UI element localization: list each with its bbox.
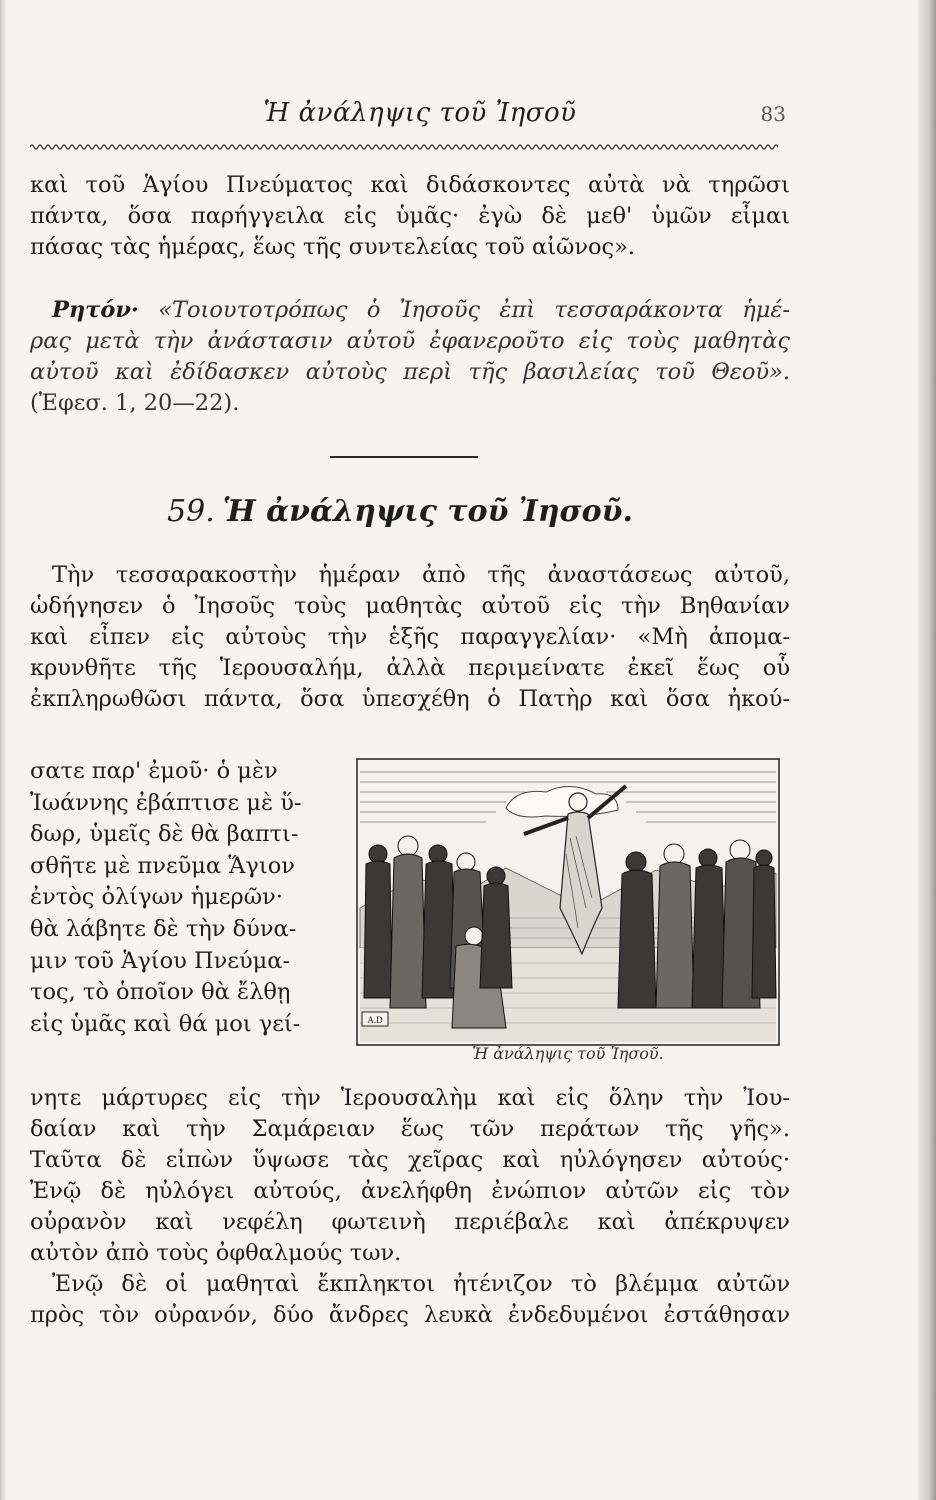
continued-paragraph	[30, 170, 790, 263]
ascension-illustration	[356, 758, 780, 1050]
engraver-monogram: A.D	[367, 1015, 383, 1025]
text-line: Τὴν τεσσαρακοστὴν ἡμέραν ἀπὸ τῆς ἀναστάσεως αὐτοῦ,	[52, 562, 790, 588]
text-line: θὰ λάβητε δὲ τὴν δύνα-	[30, 915, 297, 942]
text-line: τος, τὸ ὁποῖον θὰ ἔλθῃ	[30, 979, 291, 1006]
text-line: καὶ τοῦ Ἁγίου Πνεύματος καὶ διδάσκοντες αὐτὰ νὰ τηρῶσι	[30, 172, 790, 198]
text-line: ἐντὸς ὀλίγων ἡμερῶν·	[30, 884, 283, 911]
text-line: μιν τοῦ Ἁγίου Πνεύμα-	[30, 947, 291, 974]
text-line: δωρ, ὑμεῖς δὲ θὰ βαπτι-	[30, 821, 299, 848]
rhton-block	[30, 295, 790, 419]
text-line: Ἰωάννης ἐβάπτισε μὲ ὕ-	[30, 789, 302, 816]
text-line: ρας μετὰ τὴν ἀνάστασιν αὐτοῦ ἐφανεροῦτο εἰς τοὺς μαθητὰς	[30, 328, 790, 354]
text-line: πάντα, ὅσα παρήγγειλα εἰς ὑμᾶς· ἐγὼ δὲ μεθ' ὑμῶν εἶμαι	[30, 203, 790, 229]
text-line	[30, 295, 790, 326]
text-line: αὐτοῦ καὶ ἐδίδασκεν αὐτοὺς περὶ τῆς βασιλείας τοῦ Θεοῦ».	[30, 359, 790, 385]
text-line: ἐκπληρωθῶσι πάντα, ὅσα ὑπεσχέθη ὁ Πατὴρ καὶ ὅσα ἠκού-	[30, 686, 790, 712]
text-line: κρυνθῆτε τῆς Ἱερουσαλήμ, ἀλλὰ περιμείνατε ἐκεῖ ἕως οὗ	[30, 655, 790, 681]
text-line: ὡδήγησεν ὁ Ἰησοῦς τοὺς μαθητὰς αὐτοῦ εἰς τὴν Βηθανίαν	[30, 593, 790, 619]
section-number: 59.	[167, 494, 215, 529]
wavy-rule	[30, 142, 778, 152]
wrapped-text-column	[30, 756, 348, 1040]
main-paragraph	[30, 560, 790, 715]
running-title: Ἡ ἀνάληψις τοῦ Ἰησοῦ	[263, 98, 577, 128]
rhton-citation: (Ἐφεσ. 1, 20—22).	[30, 390, 240, 416]
section-separator	[330, 456, 478, 458]
text-line: καὶ εἶπεν εἰς αὐτοὺς τὴν ἑξῆς παραγγελίαν· «Μὴ ἀπομα-	[30, 624, 790, 650]
text-line: Ταῦτα δὲ εἰπὼν ὕψωσε τὰς χεῖρας καὶ ηὐλόγησεν αὐτούς·	[30, 1147, 790, 1173]
text-line: αὐτὸν ἀπὸ τοὺς ὀφθαλμούς των.	[30, 1240, 402, 1266]
section-title: Ἡ ἀνάληψις τοῦ Ἰησοῦ.	[222, 494, 633, 529]
running-head	[30, 98, 810, 138]
text-line: δαίαν καὶ τὴν Σαμάρειαν ἕως τῶν περάτων τῆς γῆς».	[30, 1116, 790, 1142]
page-left-edge	[0, 0, 6, 1500]
continued-paragraph-2	[30, 1083, 790, 1331]
page-number: 83	[760, 102, 786, 126]
text-line: εἰς ὑμᾶς καὶ θά μοι γεί-	[30, 1010, 301, 1037]
page-right-edge	[918, 0, 936, 1500]
figure-caption: Ἡ ἀνάληψις τοῦ Ἰησοῦ.	[472, 1044, 664, 1063]
text-line: Ἐνῷ δὲ ηὐλόγει αὐτούς, ἀνελήφθη ἐνώπιον αὐτῶν εἰς τὸν	[30, 1178, 790, 1204]
text-line: πρὸς τὸν οὐρανόν, δύο ἄνδρες λευκὰ ἐνδεδυμένοι ἐστάθησαν	[30, 1302, 790, 1328]
text-line: Ἐνῷ δὲ οἱ μαθηταὶ ἔκπληκτοι ἠτένιζον τὸ βλέμμα αὐτῶν	[52, 1271, 790, 1297]
text-line: σατε παρ' ἐμοῦ· ὁ μὲν	[30, 758, 278, 784]
text-line: πάσας τὰς ἡμέρας, ἕως τῆς συντελείας τοῦ αἰῶνος».	[30, 234, 636, 260]
rhton-label: Ρητόν·	[52, 297, 139, 323]
rhton-text: «Τοιουτοτρόπως ὁ Ἰησοῦς ἐπὶ τεσσαράκοντα ἡμέ-	[158, 297, 790, 323]
section-heading	[0, 494, 800, 529]
text-line: οὐρανὸν καὶ νεφέλη φωτεινὴ περιέβαλε καὶ ἀπέκρυψεν	[30, 1209, 790, 1235]
text-line: σθῆτε μὲ πνεῦμα Ἅγιον	[30, 852, 295, 879]
text-line: νητε μάρτυρες εἰς τὴν Ἱερουσαλὴμ καὶ εἰς ὅλην τὴν Ἰου-	[30, 1085, 790, 1111]
